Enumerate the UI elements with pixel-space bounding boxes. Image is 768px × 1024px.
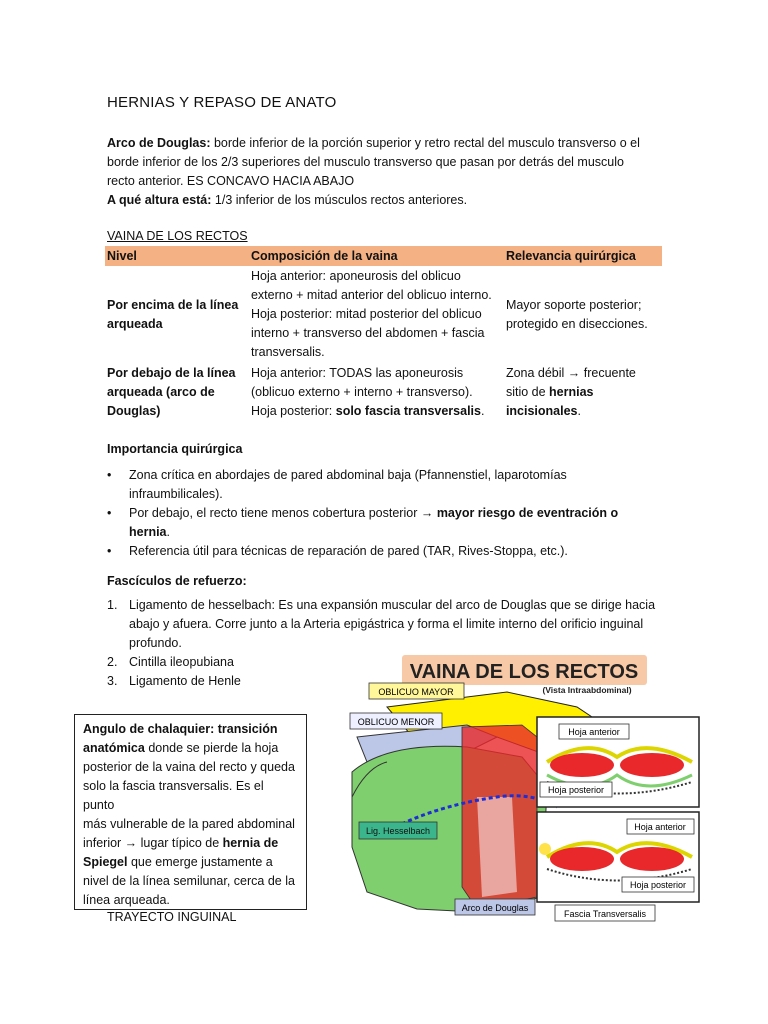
importancia-heading: Importancia quirúrgica xyxy=(107,442,243,456)
label-hoja-posterior-2 xyxy=(622,877,694,892)
list-item: 3. Ligamento de Henle xyxy=(107,674,241,688)
cell-composicion: Hoja anterior: TODAS las aponeurosis (oblicuo externo + interno + transverso). Hoja posterior: solo fascia transversalis. xyxy=(250,366,485,418)
svg-text:OBLICUO MAYOR: OBLICUO MAYOR xyxy=(378,687,454,697)
vaina-heading: VAINA DE LOS RECTOS xyxy=(107,229,248,243)
table-row xyxy=(105,363,662,422)
table-header-row xyxy=(105,246,662,266)
vaina-table xyxy=(105,246,662,422)
cell-relevancia: Zona débil → frecuente sitio de hernias incisionales. xyxy=(505,366,636,418)
label-oblicuo-mayor xyxy=(369,683,464,699)
svg-text:Fascia Transversalis: Fascia Transversalis xyxy=(563,909,647,919)
arco-paragraph xyxy=(107,134,662,210)
svg-text:Hoja posterior: Hoja posterior xyxy=(629,880,687,890)
fasciculos-heading: Fascículos de refuerzo: xyxy=(107,574,247,588)
label-fascia xyxy=(555,905,655,921)
recto-lower-shape xyxy=(477,797,517,897)
label-hoja-anterior-2 xyxy=(627,819,694,834)
header-composicion: Composición de la vaina xyxy=(249,246,504,266)
arco-text-line: borde inferior de la porción superior y retro rectal del musculo transverso o el xyxy=(213,136,640,150)
diagram-subtitle: (Vista Intraabdominal) xyxy=(542,685,632,695)
importancia-list xyxy=(107,466,627,561)
label-arco-douglas xyxy=(455,899,535,915)
table-row xyxy=(105,266,662,363)
list-item: 2. Cintilla ileopubiana xyxy=(107,655,234,669)
pointer-icon xyxy=(539,843,551,855)
chalaquier-box: Angulo de chalaquier: transición anatómica donde se pierde la hoja posterior de la vaina del recto y queda solo la fascia transversalis. Es el punto más vulnerable de la pared abdominal inferior → lugar típico de hernia de Spiegel que emerge justamente a nivel de la línea semilunar, cerca de la línea arqueada. xyxy=(74,714,307,910)
svg-text:Arco de Douglas: Arco de Douglas xyxy=(461,903,529,913)
label-hoja-posterior-1 xyxy=(540,782,612,797)
arco-label: Arco de Douglas: xyxy=(107,136,211,150)
list-item: 1. Ligamento de hesselbach: Es una expansión muscular del arco de Douglas que se dirige hacia abajo y afuera. Corre junto a la Arteria epigástrica y forma el limite interno del orificio inguinal profundo. xyxy=(107,598,656,650)
list-item: • Por debajo, el recto tiene menos cobertura posterior → mayor riesgo de eventración o hernia. xyxy=(107,504,627,542)
header-relevancia: Relevancia quirúrgica xyxy=(504,246,662,266)
footer-heading: TRAYECTO INGUINAL xyxy=(107,910,237,924)
svg-text:Hoja posterior: Hoja posterior xyxy=(547,785,605,795)
list-item: • Referencia útil para técnicas de reparación de pared (TAR, Rives-Stoppa, etc.). xyxy=(107,542,627,561)
page-title: HERNIAS Y REPASO DE ANATO xyxy=(107,94,337,111)
svg-text:Hoja anterior: Hoja anterior xyxy=(568,727,620,737)
cell-nivel: Por debajo de la línea arqueada (arco de Douglas) xyxy=(107,366,236,418)
cell-nivel: Por encima de la línea arqueada xyxy=(107,297,239,331)
list-item: • Zona crítica en abordajes de pared abdominal baja (Pfannenstiel, laparotomías infraumbilicales). xyxy=(107,466,627,504)
label-hoja-anterior-1 xyxy=(559,724,629,739)
svg-text:OBLICUO MENOR: OBLICUO MENOR xyxy=(357,717,435,727)
header-nivel: Nivel xyxy=(105,246,249,266)
svg-text:Lig. Hesselbach: Lig. Hesselbach xyxy=(365,826,431,836)
arco-text-line: recto anterior. ES CONCAVO HACIA ABAJO xyxy=(107,174,355,188)
diagram-title: VAINA DE LOS RECTOS xyxy=(409,661,639,683)
arco-text-line: borde inferior de los 2/3 superiores del musculo transverso que pasan por detrás del musculo xyxy=(107,155,624,169)
vaina-illustration xyxy=(347,647,707,925)
cell-relevancia: Mayor soporte posterior; protegido en disecciones. xyxy=(505,297,648,331)
cell-composicion: Hoja anterior: aponeurosis del oblicuo externo + mitad anterior del oblicuo interno. Hoja posterior: mitad posterior del oblicuo interno + transverso del abdomen + fascia transversalis. xyxy=(250,269,492,359)
label-oblicuo-menor xyxy=(350,713,442,729)
altura-text: 1/3 inferior de los músculos rectos anteriores. xyxy=(211,193,468,207)
label-hesselbach xyxy=(359,822,437,839)
altura-label: A qué altura está: xyxy=(107,193,212,207)
vaina-diagram xyxy=(347,647,707,925)
svg-text:Hoja anterior: Hoja anterior xyxy=(634,822,686,832)
